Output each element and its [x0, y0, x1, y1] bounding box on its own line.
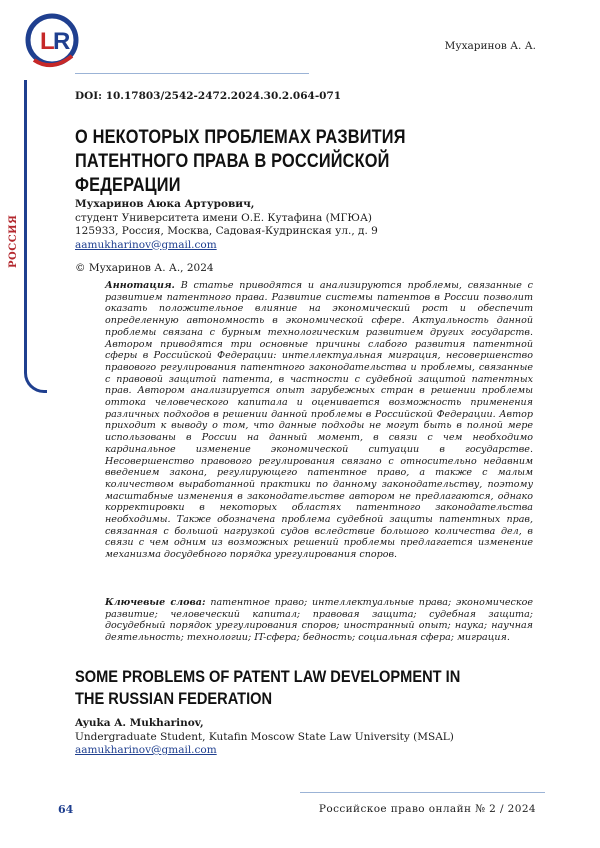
author-name-en: Ayuka A. Mukharinov,: [75, 717, 204, 729]
author-email-ru-link[interactable]: aamukharinov@gmail.com: [75, 238, 217, 251]
side-section-label: РОССИЯ: [8, 214, 19, 268]
svg-text:L: L: [40, 28, 55, 55]
abstract: [105, 280, 533, 561]
article-title-en: SOME PROBLEMS OF PATENT LAW DEVELOPMENT IN THE RUSSIAN FEDERATION: [75, 667, 461, 708]
journal-logo-icon: [20, 10, 90, 70]
doi: DOI: 10.17803/2542-2472.2024.30.2.064-071: [75, 90, 342, 102]
svg-text:R: R: [53, 28, 71, 55]
author-position-ru: студент Университета имени О.Е. Кутафина (МГЮА): [75, 211, 372, 224]
header-rule: [75, 73, 309, 74]
author-name-ru: Мухаринов Аюка Артурович,: [75, 198, 255, 210]
author-block-ru: [75, 198, 545, 252]
author-email-en-link[interactable]: aamukharinov@gmail.com: [75, 744, 217, 756]
copyright: © Мухаринов А. А., 2024: [75, 262, 214, 274]
author-address-ru: 125933, Россия, Москва, Садовая-Кудринская ул., д. 9: [75, 225, 378, 237]
article-title-ru: О НЕКОТОРЫХ ПРОБЛЕМАХ РАЗВИТИЯ ПАТЕНТНОГО ПРАВА В РОССИЙСКОЙ ФЕДЕРАЦИИ: [75, 127, 406, 196]
keywords: [105, 597, 533, 644]
abstract-text: В статье приводятся и анализируются проблемы, связанные с развитием патентного права. Развитие системы патентов в России позволит оказать положительное влияние на экономический рост и обеспечит определенную автономность в экономической сфере. Актуальность данной проблемы связана с бурным технологическим развитием других государств. Автором приводятся три основные причины слабого развития патентной сферы в Российской Федерации: интеллектуальная миграция, несовершенство правового регулирования патентного законодательства и проблемы, связанные с правовой защитой патента, в частности с судебной защитой патентных прав. Автором анализируется опыт зарубежных стран в решении проблемы оттока человеческого капитала и оценивается возможность применения различных подходов в решении данной проблемы в Российской Федерации. Автор приходит к выводу о том, что данные подходы не могут быть в полной мере использованы в России на данный момент, в связи с чем необходимо кардинальное изменение экономической ситуации в государстве. Несовершенство правового регулирования связано с относительно недавним введением закона, регулирующего патентное право, а также с малым количеством выработанной практики по данному законодательству, поэтому масштабные изменения в законодательстве автором не предлагаются, однако корректировки в некоторых областях патентного законодательства необходимы. Также обозначена проблема судебной защиты патентных прав, связанная с большой нагрузкой судов вследствие большого количества дел, в связи с чем одним из возможных решений проблемы предлагается изменение механизма досудебного порядка урегулирования споров.: [105, 280, 533, 561]
page-number: 64: [58, 803, 74, 816]
author-block-en: [75, 717, 545, 758]
abstract-label: Аннотация.: [105, 280, 175, 291]
keywords-text: патентное право; интеллектуальные права; экономическое развитие; человеческий капитал; правовая защита; судебная защита; досудебный порядок урегулирования споров; иностранный опыт; наука; научная деятельность; технологии; IT-сфера; бедность; социальная сфера; миграция.: [105, 597, 533, 644]
side-decoration-line: [24, 80, 47, 393]
footer-rule: [300, 792, 545, 793]
keywords-label: Ключевые слова:: [105, 597, 206, 608]
journal-footer: Российское право онлайн № 2 / 2024: [318, 803, 536, 815]
running-header-author: Мухаринов А. А.: [444, 40, 536, 52]
journal-logo: [20, 10, 90, 70]
author-position-en: Undergraduate Student, Kutafin Moscow State Law University (MSAL): [75, 730, 454, 743]
